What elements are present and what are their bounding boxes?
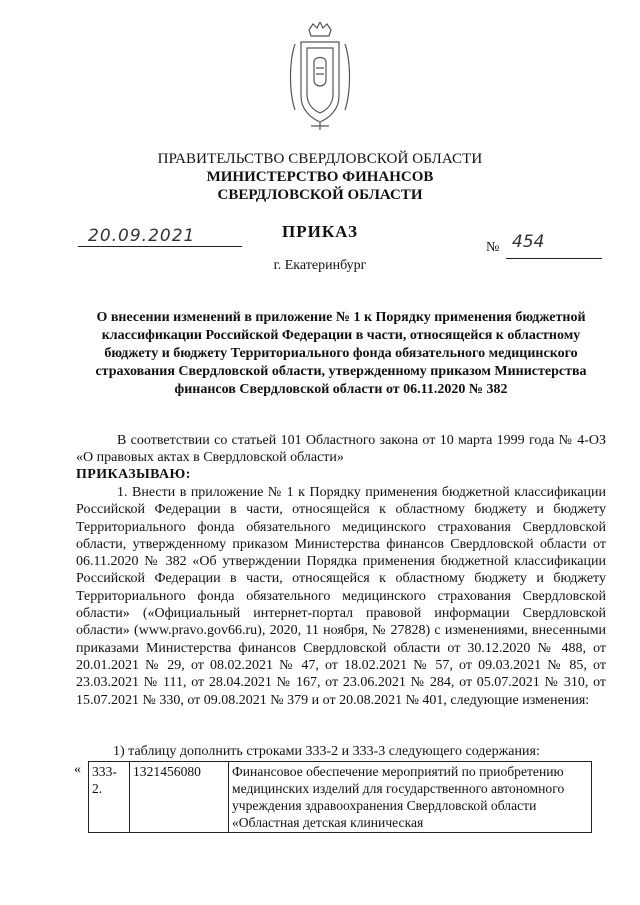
row-code-cell: 1321456080 (130, 762, 229, 833)
handwritten-date: 20.09.2021 (88, 226, 196, 246)
org-region-line: СВЕРДЛОВСКОЙ ОБЛАСТИ (217, 187, 423, 203)
city-line: г. Екатеринбург (273, 258, 367, 273)
preamble-paragraph: В соответствии со статьей 101 Областного закона от 10 марта 1999 года № 4-ОЗ «О правовых актах в Свердловской области» (76, 433, 606, 466)
order-word: ПРИКАЗЫВАЮ: (76, 467, 191, 482)
table-open-quote: « (74, 762, 81, 777)
org-header (0, 150, 640, 204)
org-government-line: ПРАВИТЕЛЬСТВО СВЕРДЛОВСКОЙ ОБЛАСТИ (157, 151, 483, 167)
number-label: № (486, 240, 500, 255)
row-text-cell: Финансовое обеспечение мероприятий по приобретению медицинских изделий для государственного автономного учреждения здравоохранения Свердловской области «Областная детская клиническая (229, 762, 592, 833)
document-title: ПРИКАЗ (282, 222, 358, 241)
org-ministry-line: МИНИСТЕРСТВО ФИНАНСОВ (206, 169, 434, 185)
document-subject: О внесении изменений в приложение № 1 к Порядку применения бюджетной классификации Российской Федерации в части, относящейся к областному бюджету и бюджету Территориального фонда обязательного медицинского страхования Свердловской области, утвержденному приказом Министерства финансов Свердловской области от 06.11.2020 № 382 (95, 310, 587, 397)
item-1-paragraph: 1. Внести в приложение № 1 к Порядку применения бюджетной классификации Российской Федерации в части, относящейся к областному бюджету и бюджету Территориального фонда обязательного медицинского страхования Свердловской области, утвержденному приказом Министерства финансов Свердловской области от 06.11.2020 № 382 «Об утверждении Порядка применения бюджетной классификации Российской Федерации в части, относящейся к областному бюджету и бюджету Территориального фонда обязательного медицинского страхования Свердловской области» («Официальный интернет-портал правовой информации Свердловской области» (www.pravo.gov66.ru), 2020, 11 ноября, № 27828) с изменениями, внесенными приказами Министерства финансов Свердловской области от 30.12.2020 № 488, от 20.01.2021 № 29, от 08.02.2021 № 47, от 18.02.2021 № 57, от 09.03.2021 № 85, от 23.03.2021 № 111, от 28.04.2021 № 167, от 23.06.2021 № 284, от 05.07.2021 № 310, от 15.07.2021 № 330, от 09.08.2021 № 379 и от 20.08.2021 № 401, следующие изменения: (76, 485, 606, 708)
item-1-subitem-1: 1) таблицу дополнить строками 333-2 и 333-3 следующего содержания: (113, 744, 540, 759)
handwritten-number: 454 (512, 232, 545, 252)
row-number-cell: 333-2. (89, 762, 130, 833)
date-underline (78, 246, 242, 247)
table-row (89, 762, 592, 833)
sverdlovsk-coat-of-arms-icon (287, 22, 353, 134)
amendment-table (88, 761, 592, 833)
